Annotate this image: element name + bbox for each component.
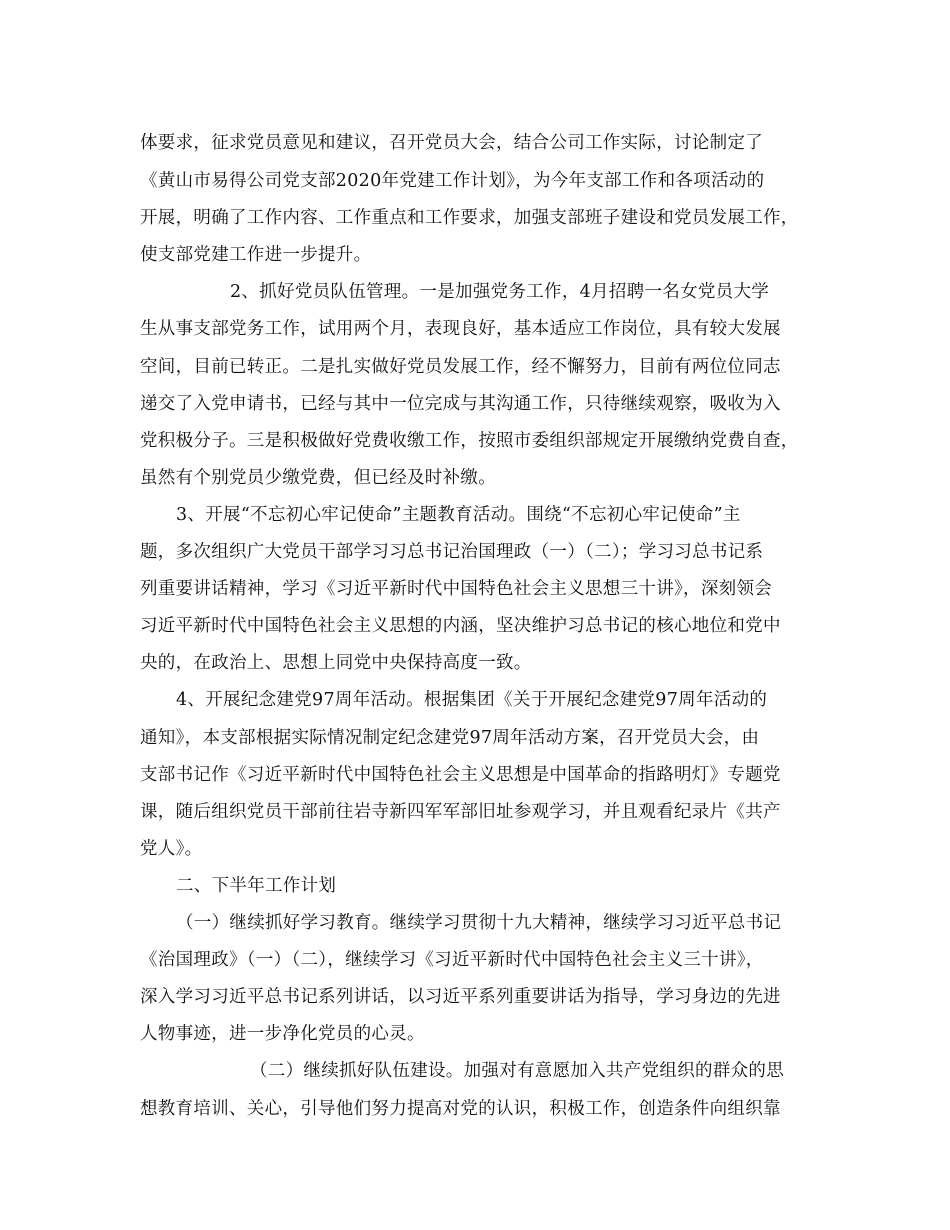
paragraph-line: 央的，在政治上、思想上同党中央保持高度一致。 — [140, 653, 532, 673]
paragraph-line: 想教育培训、关心，引导他们努力提高对党的认识，积极工作，创造条件向组织靠 — [140, 1099, 781, 1119]
paragraph-line: 列重要讲话精神，学习《习近平新时代中国特色社会主义思想三十讲》，深刻领会 — [140, 579, 773, 599]
section-heading: 二、下半年工作计划 — [176, 876, 337, 896]
paragraph-line: 虽然有个别党员少缴党费，但已经及时补缴。 — [140, 468, 496, 488]
paragraph-line: （一）继续抓好学习教育。继续学习贯彻十九大精神，继续学习习近平总书记 — [176, 913, 782, 933]
paragraph-line: 2、抓好党员队伍管理。一是加强党务工作，4月招聘一名女党员大学 — [230, 282, 770, 302]
paragraph-line: 使支部党建工作进一步提升。 — [140, 245, 372, 265]
paragraph-line: 通知》，本支部根据实际情况制定纪念建党97周年活动方案，召开党员大会，由 — [140, 728, 760, 748]
paragraph-line: 人物事迹，进一步净化党员的心灵。 — [140, 1024, 425, 1044]
paragraph-line: 递交了入党申请书，已经与其中一位完成与其沟通工作，只待继续观察，吸收为入 — [140, 394, 781, 414]
paragraph-line: 生从事支部党务工作，试用两个月，表现良好，基本适应工作岗位，具有较大发展 — [140, 319, 781, 339]
paragraph-line: （二）继续抓好队伍建设。加强对有意愿加入共产党组织的群众的思 — [250, 1061, 784, 1081]
paragraph-line: 课，随后组织党员干部前往岩寺新四军军部旧址参观学习，并且观看纪录片《共产 — [140, 802, 781, 822]
paragraph-line: 4、开展纪念建党97周年活动。根据集团《关于开展纪念建党97周年活动的 — [176, 690, 768, 710]
paragraph-line: 深入学习习近平总书记系列讲话，以习近平系列重要讲话为指导，学习身边的先进 — [140, 987, 781, 1007]
paragraph-line: 空间，目前已转正。二是扎实做好党员发展工作，经不懈努力，目前有两位位同志 — [140, 357, 781, 377]
paragraph-line: 党人》。 — [140, 839, 203, 859]
paragraph-line: 开展，明确了工作内容、工作重点和工作要求，加强支部班子建设和党员发展工作， — [140, 208, 799, 228]
paragraph-line: 党积极分子。三是积极做好党费收缴工作，按照市委组织部规定开展缴纳党费自查， — [140, 431, 799, 451]
paragraph-line: 《治国理政》（一）（二），继续学习《习近平新时代中国特色社会主义三十讲》， — [140, 950, 764, 970]
paragraph-line: 3、开展“不忘初心牢记使命”主题教育活动。围绕“不忘初心牢记使命”主 — [176, 505, 741, 525]
paragraph-line: 支部书记作《习近平新时代中国特色社会主义思想是中国革命的指路明灯》专题党 — [140, 765, 781, 785]
paragraph-line: 体要求，征求党员意见和建议，召开党员大会，结合公司工作实际，讨论制定了 — [140, 133, 763, 153]
paragraph-line: 题，多次组织广大党员干部学习习总书记治国理政（一）（二）；学习习总书记系 — [140, 542, 764, 562]
paragraph-line: 习近平新时代中国特色社会主义思想的内涵，坚决维护习总书记的核心地位和党中 — [140, 616, 781, 636]
paragraph-line: 《黄山市易得公司党支部2020年党建工作计划》，为今年支部工作和各项活动的 — [140, 171, 765, 191]
